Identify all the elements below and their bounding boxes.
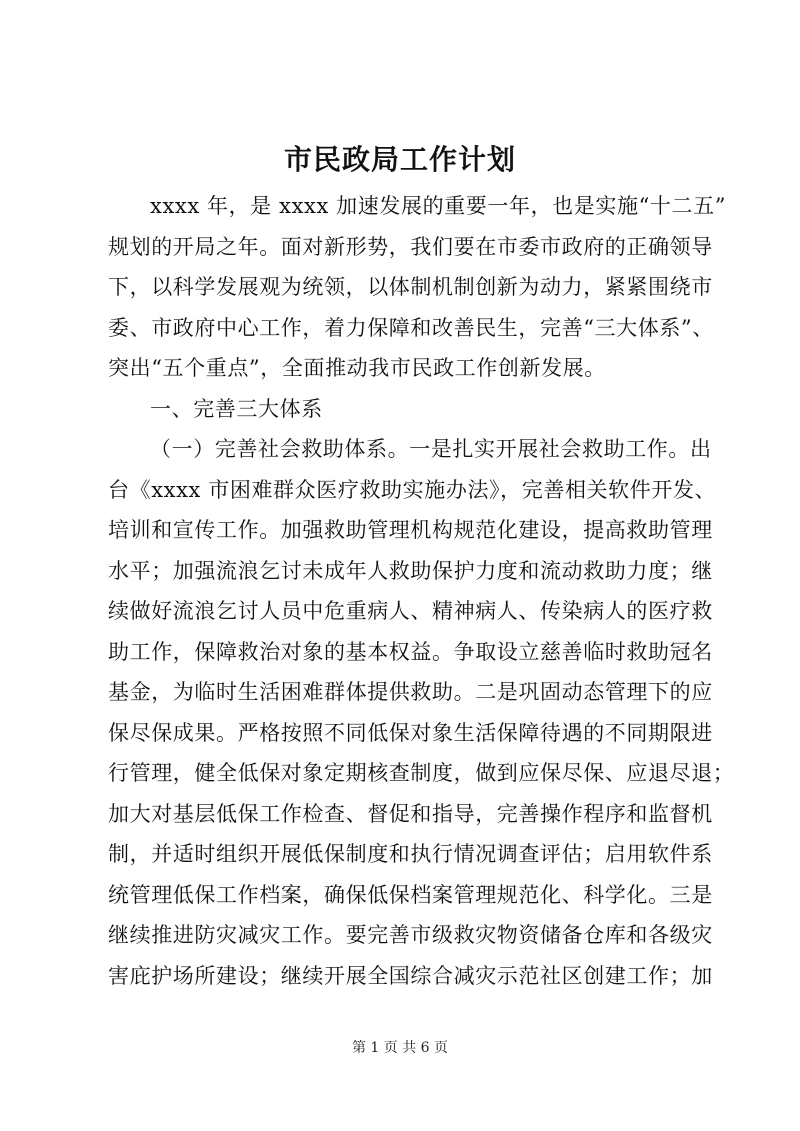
paragraph-line: 委、市政府中心工作，着力保障和改善民生，完善“三大体系”、 [108,315,714,340]
paragraph-line: 害庇护场所建设；继续开展全国综合减灾示范社区创建工作；加 [108,963,713,988]
section-heading: 一、完善三大体系 [150,396,323,421]
paragraph-line: 台《xxxx 市困难群众医疗救助实施办法》，完善相关软件开发、 [108,477,717,502]
paragraph-line: 保尽保成果。严格按照不同低保对象生活保障待遇的不同期限进 [108,720,713,745]
paragraph-line: xxxx 年，是 xxxx 加速发展的重要一年，也是实施“十二五” [150,194,727,218]
paragraph-line: 行管理，健全低保对象定期核查制度，做到应保尽保、应退尽退； [108,761,735,785]
paragraph-line: 续做好流浪乞讨人员中危重病人、精神病人、传染病人的医疗救 [108,599,713,623]
document-title: 市民政局工作计划 [283,143,516,176]
paragraph-line: （一）完善社会救助体系。一是扎实开展社会救助工作。出 [150,437,712,461]
document-body [108,186,735,996]
paragraph-line: 下，以科学发展观为统领，以体制机制创新为动力，紧紧围绕市 [108,275,713,299]
paragraph-line: 规划的开局之年。面对新形势，我们要在市委市政府的正确领导 [108,234,713,259]
paragraph-line: 基金，为临时生活困难群体提供救助。二是巩固动态管理下的应 [108,680,713,704]
paragraph-line: 助工作，保障救治对象的基本权益。争取设立慈善临时救助冠名 [108,639,713,664]
page-footer: 第 1 页 共 6 页 [351,1040,449,1056]
paragraph-line: 培训和宣传工作。加强救助管理机构规范化建设，提高救助管理 [108,518,713,542]
paragraph-line: 制，并适时组织开展低保制度和执行情况调查评估；启用软件系 [108,842,713,866]
paragraph-line: 突出“五个重点”，全面推动我市民政工作创新发展。 [108,356,606,380]
paragraph-line: 水平；加强流浪乞讨未成年人救助保护力度和流动救助力度；继 [108,558,713,583]
paragraph-line: 继续推进防灾减灾工作。要完善市级救灾物资储备仓库和各级灾 [108,923,713,947]
paragraph-line: 加大对基层低保工作检查、督促和指导，完善操作程序和监督机 [108,801,713,826]
paragraph-line: 统管理低保工作档案，确保低保档案管理规范化、科学化。三是 [108,882,713,907]
